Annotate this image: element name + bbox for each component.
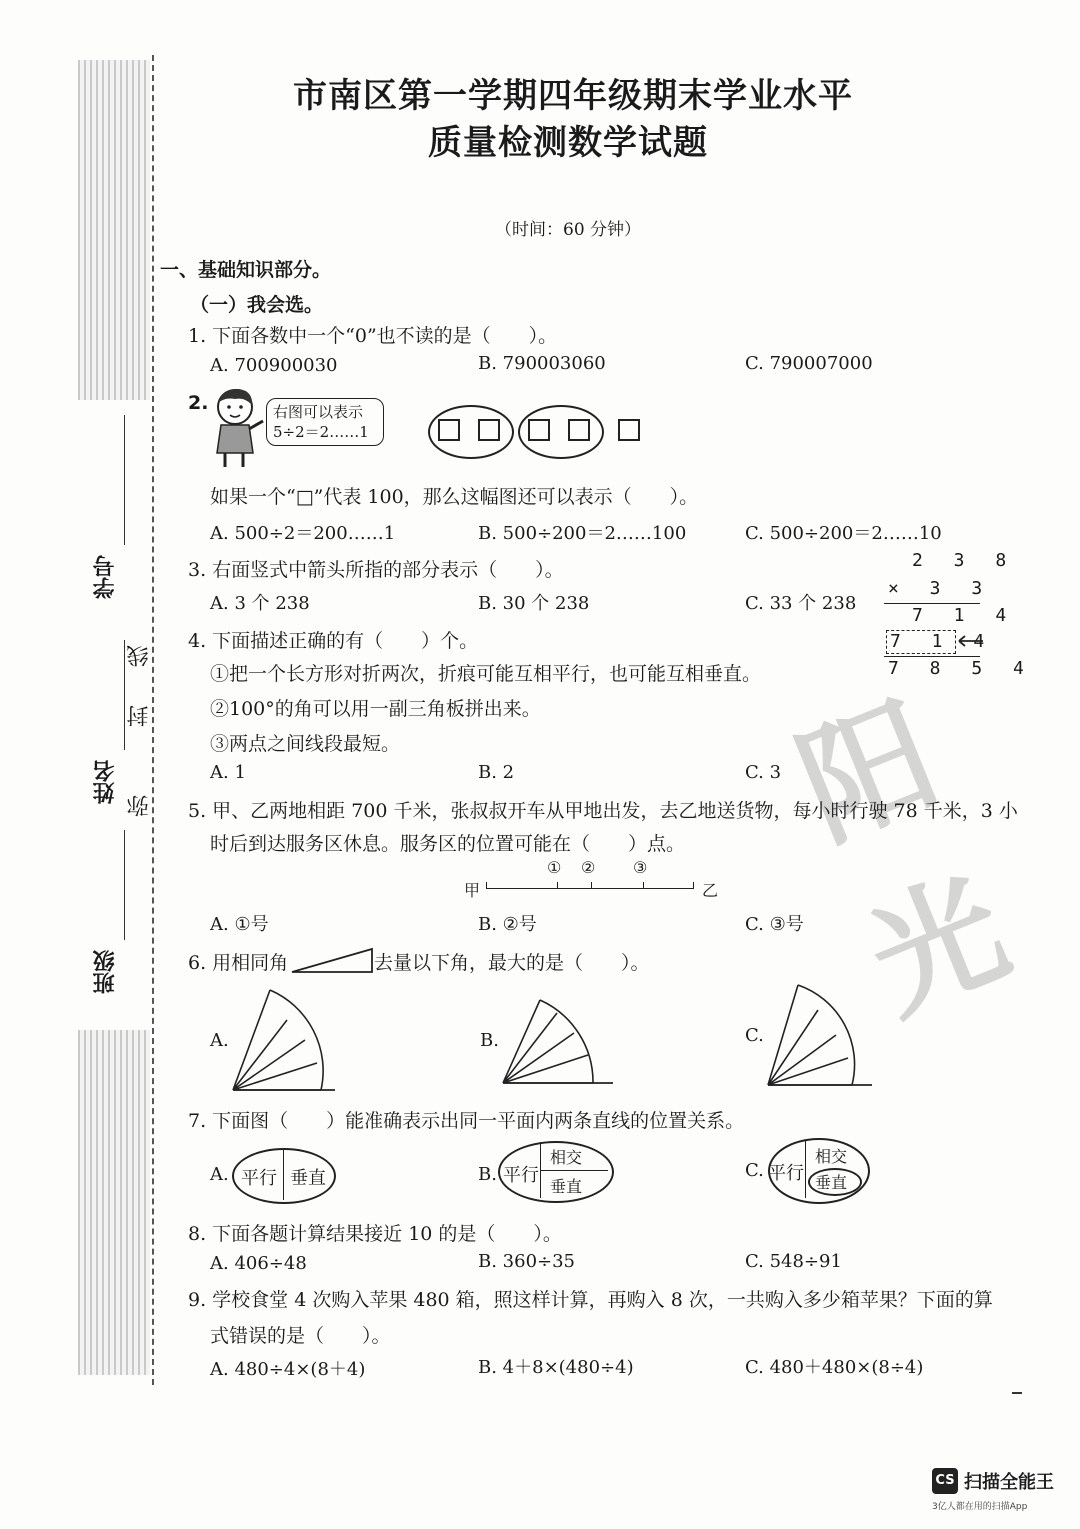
binding-xian: 线 [127,645,152,667]
bleed-through [930,150,935,169]
calc-row5: 7 8 5 4 [888,658,1034,679]
scanner-tagline: 3亿人都在用的扫描App [932,1502,1028,1512]
q2-opt-a: A. 500÷2＝200……1 [210,523,396,544]
q7-b-intersect: 相交 [550,1148,583,1167]
q7-opt-a: A. [210,1164,229,1185]
binding-feng: 封 [127,705,152,727]
q4-item2: ②100°的角可以用一副三角板拼出来。 [210,698,541,720]
q5-tick [693,882,694,889]
q5-mark-3: ③ [633,858,648,877]
q9-opt-c: C. 480＋480×(8÷4) [745,1357,924,1378]
q5-tick [486,882,487,889]
xingming-label: 姓名 [93,760,118,804]
q7-c-intersect: 相交 [815,1147,848,1166]
q5-stem-line2: 时后到达服务区休息。服务区的位置可能在（ ）点。 [210,833,686,855]
watermark-stamp: 阳光 [779,677,1028,1041]
q6-fan-a [225,985,340,1095]
banji-label: 班级 [93,950,118,994]
q6-opt-b: B. [480,1030,499,1051]
q5-mark-1: ① [547,858,562,877]
speech-bubble [266,398,384,446]
q1-stem: 1. 下面各数中一个“0”也不读的是（ ）。 [188,325,558,347]
q4-stem: 4. 下面描述正确的有（ ）个。 [188,630,479,652]
q3-opt-c: C. 33 个 238 [745,593,857,614]
calc-rule1 [884,603,980,604]
q4-opt-b: B. 2 [478,762,515,783]
calc-row3: 7 1 4 [912,605,1017,626]
q5-stem-line1: 5. 甲、乙两地相距 700 千米，张叔叔开车从甲地出发，去乙地送货物，每小时行驶 78 千米，3 小 [188,800,1018,822]
binding-mi: 弥 [127,795,152,817]
q2-opt-b: B. 500÷200＝2……100 [478,523,687,544]
q5-line-start: 甲 [464,881,481,900]
calc-row1: 2 3 8 [912,550,1017,571]
q7-divider-c [805,1140,806,1198]
q8-opt-a: A. 406÷48 [210,1253,307,1274]
q5-tick [643,882,644,889]
q7-opt-c: C. [745,1160,764,1181]
q6-fan-b [495,995,615,1090]
calc-row2: × 3 3 [888,578,993,599]
q2-stem: 如果一个“□”代表 100，那么这幅图还可以表示（ ）。 [210,486,699,508]
q7-c-perpendicular: 垂直 [815,1173,848,1192]
q2-number: 2. [188,392,209,414]
xuehao-label: 学号 [93,555,118,599]
q6-opt-a: A. [210,1030,229,1051]
q4-item1: ①把一个长方形对折两次，折痕可能互相平行，也可能互相垂直。 [210,663,762,685]
q1-opt-b: B. 790003060 [478,353,606,374]
page-title-line1: 市南区第一学期四年级期末学业水平 [293,76,853,116]
q5-mark-2: ② [581,858,596,877]
square-icon [478,419,500,441]
q8-stem: 8. 下面各题计算结果接近 10 的是（ ）。 [188,1223,562,1245]
q6-stem-b: 去量以下角，最大的是（ ）。 [374,952,650,974]
q6-angle-tool [290,945,376,975]
q6-fan-c [760,980,875,1090]
q5-tick [557,882,558,889]
q8-opt-b: B. 360÷35 [478,1251,576,1272]
q5-opt-b: B. ②号 [478,914,537,935]
q5-distance-line [486,888,694,889]
q5-opt-c: C. ③号 [745,914,804,935]
binding-hatch-bottom [78,1030,150,1375]
q1-opt-c: C. 790007000 [745,353,873,374]
q5-line-end: 乙 [702,881,719,900]
q9-stem-line1: 9. 学校食堂 4 次购入苹果 480 箱，照这样计算，再购入 8 次，一共购入多少箱苹果？下面的算 [188,1289,993,1311]
section-sub: （一）我会选。 [190,294,324,316]
q7-divider-b-h [540,1170,608,1171]
q7-b-parallel: 平行 [503,1165,539,1186]
q9-stem-line2: 式错误的是（ ）。 [210,1325,391,1347]
q2-opt-c: C. 500÷200＝2……10 [745,523,942,544]
time-note: （时间：60 分钟） [495,220,642,240]
square-icon [568,419,590,441]
q4-item3: ③两点之间线段最短。 [210,733,401,755]
q7-c-parallel: 平行 [768,1163,804,1184]
q3-opt-a: A. 3 个 238 [210,593,310,614]
square-icon [618,419,640,441]
q8-opt-c: C. 548÷91 [745,1251,842,1272]
q7-opt-b: B. [478,1164,497,1185]
q6-opt-c: C. [745,1025,764,1046]
q7-a-parallel: 平行 [241,1168,277,1189]
scanner-logo-icon: CS [932,1468,958,1494]
q7-b-perpendicular: 垂直 [550,1177,583,1196]
calc-row4: 7 1 4 [890,631,995,652]
q7-divider-a [283,1149,284,1200]
section-title: 一、基础知识部分。 [160,259,332,281]
speech-line2: 5÷2＝2……1 [273,423,369,441]
q6-stem-a: 6. 用相同角 [188,952,289,974]
square-icon [528,419,550,441]
scanner-app-name: 扫描全能王 [964,1472,1054,1493]
q9-opt-b: B. 4＋8×(480÷4) [478,1357,634,1378]
q5-tick [591,882,592,889]
page-title-line2: 质量检测数学试题 [428,123,708,163]
banji-line [124,830,125,940]
q7-stem: 7. 下面图（ ）能准确表示出同一平面内两条直线的位置关系。 [188,1110,745,1132]
square-icon [438,419,460,441]
xuehao-line [124,415,125,545]
q1-opt-a: A. 700900030 [210,355,338,376]
q4-opt-a: A. 1 [210,762,246,783]
speech-line1: 右图可以表示 [273,403,364,421]
q9-opt-a: A. 480÷4×(8＋4) [210,1359,366,1380]
q4-opt-c: C. 3 [745,762,782,783]
boy-illustration [205,385,270,470]
q5-opt-a: A. ①号 [210,914,269,935]
binding-hatch-top [78,60,150,400]
q3-stem: 3. 右面竖式中箭头所指的部分表示（ ）。 [188,559,564,581]
page-dash-mark [1012,1392,1022,1394]
q7-a-perpendicular: 垂直 [290,1168,326,1189]
q3-opt-b: B. 30 个 238 [478,593,590,614]
